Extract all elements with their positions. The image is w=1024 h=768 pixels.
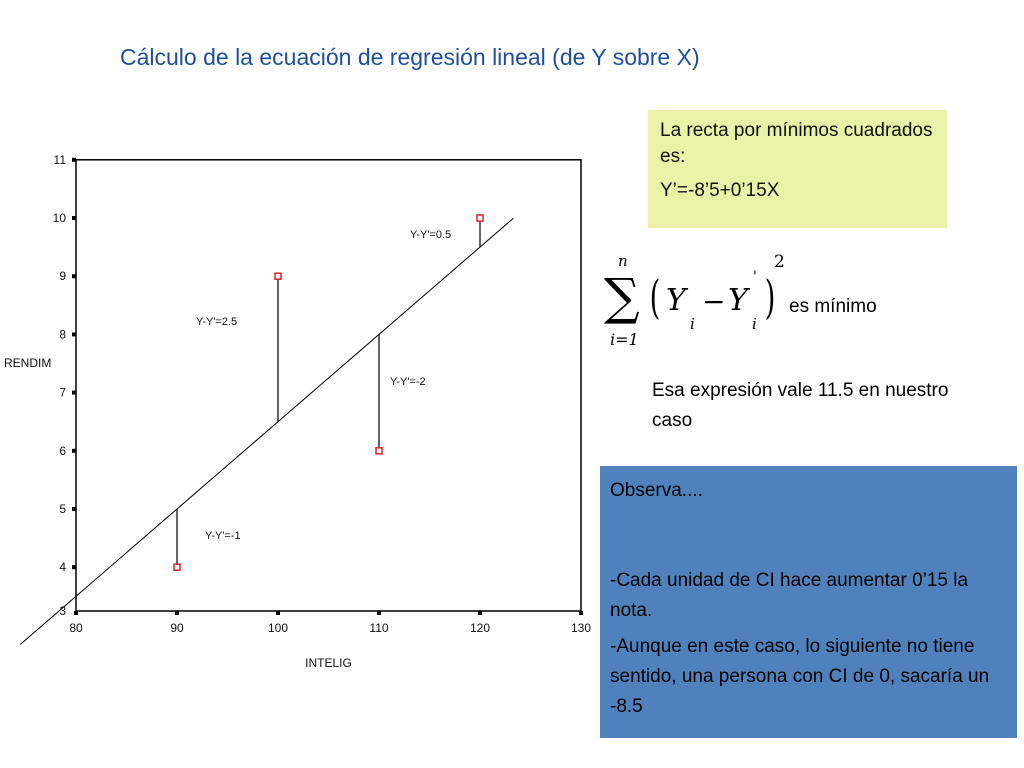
formula-minus: − (702, 285, 726, 318)
plot-frame (76, 160, 581, 611)
formula-yi-prime: Y (728, 283, 748, 318)
observation-point-1: -Cada unidad de CI hace aumentar 0’15 la nota. (610, 570, 969, 621)
x-tick-label: 130 (570, 621, 592, 635)
y-tick-label: 5 (59, 502, 66, 516)
regression-equation: Y’=-8’5+0’15X (660, 180, 780, 201)
data-point (477, 215, 483, 221)
observation-point-2: -Aunque en este caso, lo siguiente no tiene sentido, una persona con CI de 0, sacaría un -8.5 (610, 636, 990, 717)
x-tick-label: 90 (170, 621, 184, 635)
y-tick (72, 391, 76, 395)
x-tick (478, 611, 482, 615)
sum-of-squares-formula (604, 252, 789, 362)
y-axis-label: RENDIM (4, 356, 52, 370)
formula-sub: i (690, 315, 695, 333)
y-tick (72, 158, 76, 162)
x-tick (276, 611, 280, 615)
x-tick-label: 120 (469, 621, 491, 635)
y-tick-label: 7 (59, 385, 66, 400)
x-tick-label: 80 (69, 621, 83, 635)
formula-prime: ' (753, 269, 757, 285)
slide-title: Cálculo de la ecuación de regresión lineal (de Y sobre X) (120, 44, 700, 70)
formula-close-paren: ) (764, 270, 776, 324)
sum-symbol: ∑ (604, 268, 640, 326)
x-tick (579, 611, 583, 615)
residual-label: Y-Y'=0.5 (410, 229, 452, 241)
data-point (275, 273, 281, 279)
regression-line (20, 218, 513, 644)
observation-box (600, 466, 1017, 738)
y-tick-label: 8 (59, 327, 66, 342)
formula-yi: Y (666, 283, 686, 318)
residual-label: Y-Y'=-2 (390, 376, 426, 388)
x-axis-label: INTELIG (305, 656, 352, 670)
y-tick-label: 11 (53, 152, 66, 167)
x-tick-label: 100 (267, 621, 289, 635)
observation-heading: Observa.... (610, 480, 703, 501)
expression-value-text: Esa expresión vale 11.5 en nuestro caso (652, 380, 949, 431)
data-point (376, 448, 382, 454)
x-tick (74, 611, 78, 615)
data-point (174, 564, 180, 570)
y-tick-label: 10 (52, 211, 66, 225)
y-tick (72, 449, 76, 453)
formula-open-paren: ( (649, 270, 661, 324)
x-tick-label: 110 (369, 621, 389, 635)
formula-lower: i=1 (610, 330, 639, 349)
y-tick (72, 332, 76, 336)
y-tick-label: 3 (59, 604, 66, 618)
formula-upper: n (618, 252, 628, 270)
x-tick (377, 611, 381, 615)
formula-suffix: es mínimo (789, 296, 877, 317)
y-tick (72, 507, 76, 511)
residual-label: Y-Y'=2.5 (196, 316, 238, 328)
y-tick (72, 565, 76, 569)
y-tick-label: 6 (59, 443, 66, 458)
residual-label: Y-Y'=-1 (205, 530, 241, 542)
regression-line-box (648, 110, 947, 228)
y-tick-label: 4 (59, 560, 66, 575)
y-tick-label: 9 (59, 269, 66, 284)
box-text: La recta por mínimos cuadrados es: (660, 120, 933, 167)
y-tick (72, 274, 76, 278)
x-tick (175, 611, 179, 615)
y-tick (72, 216, 76, 220)
formula-exponent: 2 (774, 252, 785, 272)
formula-sub2: i (752, 315, 757, 333)
